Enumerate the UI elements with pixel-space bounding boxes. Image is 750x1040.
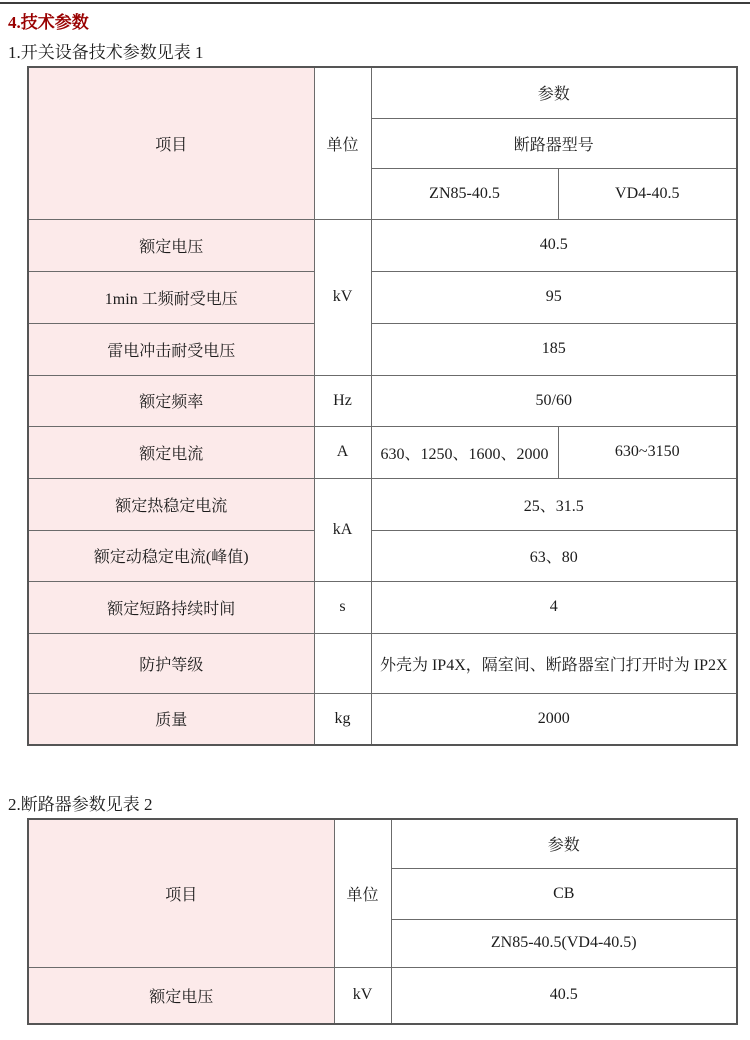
row-unit-cell: s xyxy=(314,581,371,633)
header-model-group-cell: 断路器型号 xyxy=(371,118,737,168)
table-row xyxy=(28,271,737,323)
table-row xyxy=(28,219,737,271)
row-value-cell: 2000 xyxy=(371,693,737,745)
document-page xyxy=(0,2,750,1025)
header-model-cell: ZN85-40.5(VD4-40.5) xyxy=(391,919,737,967)
header-cb-cell: CB xyxy=(391,868,737,919)
row-value-cell: 185 xyxy=(371,323,737,375)
table-row xyxy=(28,375,737,426)
table-row xyxy=(28,530,737,581)
row-value-cell: 63、80 xyxy=(371,530,737,581)
row-label-cell: 额定电压 xyxy=(28,967,334,1024)
header-param-cell: 参数 xyxy=(391,819,737,868)
header-item-cell: 项目 xyxy=(28,819,334,967)
row-label-cell: 雷电冲击耐受电压 xyxy=(28,323,314,375)
table-row xyxy=(28,967,737,1024)
row-label-cell: 额定动稳定电流(峰值) xyxy=(28,530,314,581)
row-unit-cell: kV xyxy=(314,219,371,375)
table2-caption: 2.断路器参数见表 2 xyxy=(8,795,153,814)
switchgear-parameters-table xyxy=(27,66,738,746)
row-unit-cell: kV xyxy=(334,967,391,1024)
table-row xyxy=(28,633,737,693)
row-label-cell: 质量 xyxy=(28,693,314,745)
header-model-a-cell: ZN85-40.5 xyxy=(371,168,558,219)
table-row xyxy=(28,693,737,745)
row-value-cell: 25、31.5 xyxy=(371,478,737,530)
header-item-cell: 项目 xyxy=(28,67,314,219)
row-label-cell: 额定电流 xyxy=(28,426,314,478)
row-value-cell: 外壳为 IP4X，隔室间、断路器室门打开时为 IP2X xyxy=(371,633,737,693)
header-param-cell: 参数 xyxy=(371,67,737,118)
header-unit-cell: 单位 xyxy=(334,819,391,967)
table-row xyxy=(28,581,737,633)
row-value-b-cell: 630~3150 xyxy=(558,426,737,478)
row-unit-cell: Hz xyxy=(314,375,371,426)
row-value-cell: 4 xyxy=(371,581,737,633)
row-label-cell: 额定热稳定电流 xyxy=(28,478,314,530)
page-top-rule xyxy=(0,2,750,4)
row-unit-cell: kg xyxy=(314,693,371,745)
circuit-breaker-parameters-table xyxy=(27,818,738,1025)
row-label-cell: 1min 工频耐受电压 xyxy=(28,271,314,323)
table-row xyxy=(28,478,737,530)
row-unit-cell xyxy=(314,633,371,693)
row-label-cell: 防护等级 xyxy=(28,633,314,693)
row-value-cell: 40.5 xyxy=(371,219,737,271)
row-value-cell: 95 xyxy=(371,271,737,323)
table-row xyxy=(28,323,737,375)
header-unit-cell: 单位 xyxy=(314,67,371,219)
row-value-a-cell: 630、1250、1600、2000 xyxy=(371,426,558,478)
row-unit-cell: A xyxy=(314,426,371,478)
table1-caption: 1.开关设备技术参数见表 1 xyxy=(8,43,204,62)
row-label-cell: 额定电压 xyxy=(28,219,314,271)
row-value-cell: 40.5 xyxy=(391,967,737,1024)
header-model-b-cell: VD4-40.5 xyxy=(558,168,737,219)
row-label-cell: 额定频率 xyxy=(28,375,314,426)
row-value-cell: 50/60 xyxy=(371,375,737,426)
row-unit-cell: kA xyxy=(314,478,371,581)
section-heading: 4.技术参数 xyxy=(8,13,89,32)
row-label-cell: 额定短路持续时间 xyxy=(28,581,314,633)
table-row xyxy=(28,426,737,478)
